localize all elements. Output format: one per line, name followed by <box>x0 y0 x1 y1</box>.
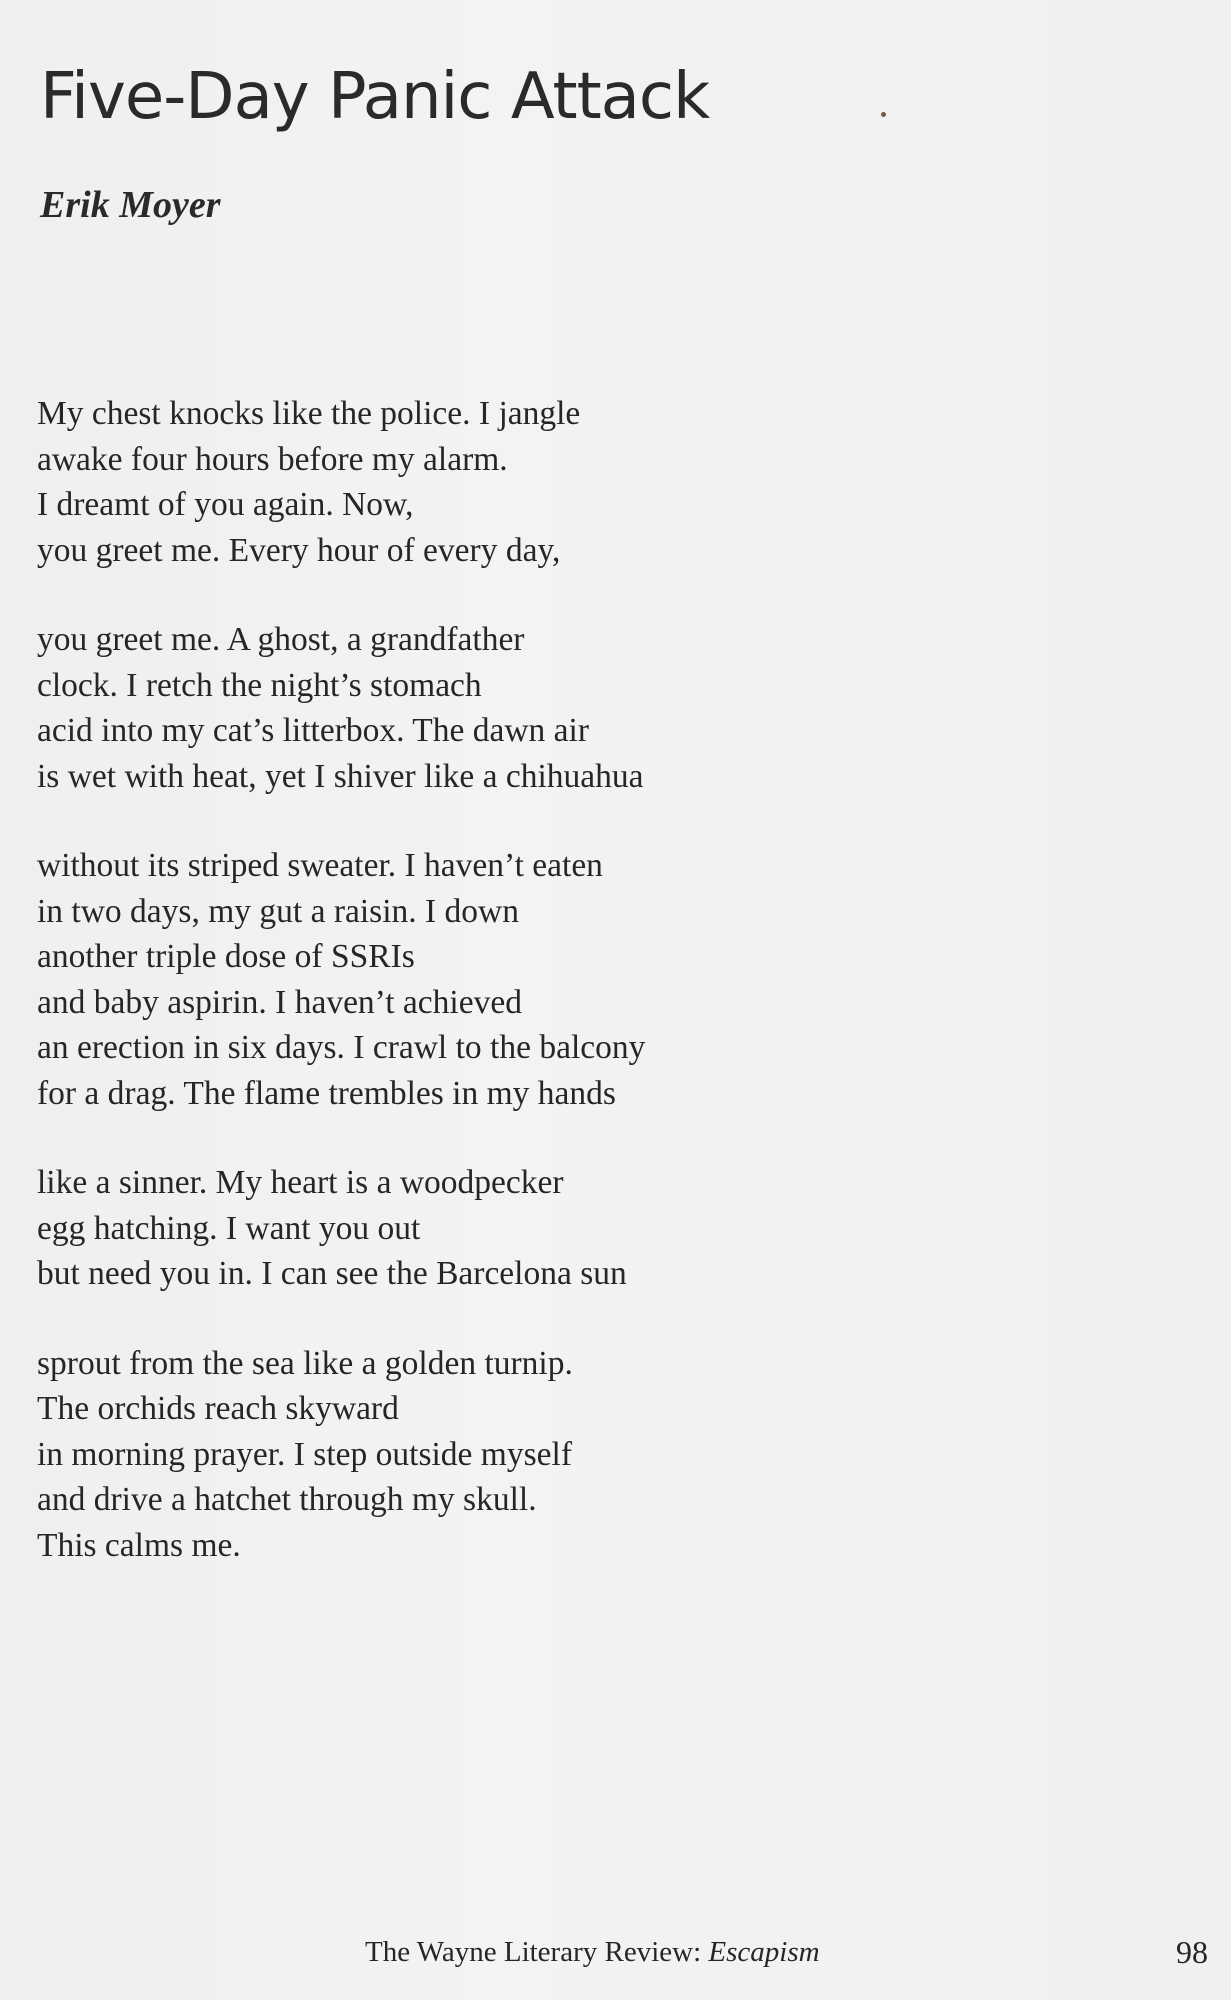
poem-line: My chest knocks like the police. I jangle <box>37 395 581 432</box>
stanza-3 <box>37 843 797 1116</box>
poem-line: like a sinner. My heart is a woodpecker <box>37 1164 564 1201</box>
stanza-1 <box>37 391 797 573</box>
poem-line: in two days, my gut a raisin. I down <box>37 892 519 930</box>
stanza-4 <box>37 1160 797 1297</box>
journal-name: The Wayne Literary Review: <box>365 1936 709 1968</box>
poem-line: acid into my cat’s litterbox. The dawn air <box>37 712 589 749</box>
journal-issue: Escapism <box>708 1936 820 1968</box>
poem-line: in morning prayer. I step outside myself <box>37 1435 572 1473</box>
poem-line: and baby aspirin. I haven’t achieved <box>37 983 522 1021</box>
poem-line: The orchids reach skyward <box>37 1390 399 1427</box>
poem-line: This calms me. <box>37 1526 241 1564</box>
poem-line: you greet me. A ghost, a grandfather <box>37 621 525 658</box>
poem-line: I dreamt of you again. Now, <box>37 486 414 523</box>
poem-line: and drive a hatchet through my skull. <box>37 1481 537 1518</box>
poem-line: sprout from the sea like a golden turnip. <box>37 1344 573 1382</box>
poem-title: Five-Day Panic Attack <box>40 60 710 134</box>
poem-line: without its striped sweater. I haven’t eaten <box>37 847 603 884</box>
poem-line: another triple dose of SSRIs <box>37 938 415 975</box>
paper-speck <box>881 112 886 117</box>
poem-line: for a drag. The flame trembles in my hands <box>37 1074 616 1112</box>
poem-body <box>37 391 797 1612</box>
poem-line: is wet with heat, yet I shiver like a chihuahua <box>37 757 644 795</box>
poem-line: but need you in. I can see the Barcelona sun <box>37 1255 627 1292</box>
poem-line: you greet me. Every hour of every day, <box>37 531 561 569</box>
stanza-5 <box>37 1341 797 1569</box>
poem-line: an erection in six days. I crawl to the balcony <box>37 1029 646 1066</box>
page-number: 98 <box>1176 1934 1208 1970</box>
poem-line: egg hatching. I want you out <box>37 1209 421 1247</box>
poem-author: Erik Moyer <box>40 184 221 226</box>
poem-line: clock. I retch the night’s stomach <box>37 666 482 704</box>
journal-footer <box>365 1936 820 1969</box>
poem-line: awake four hours before my alarm. <box>37 440 508 478</box>
stanza-2 <box>37 617 797 799</box>
